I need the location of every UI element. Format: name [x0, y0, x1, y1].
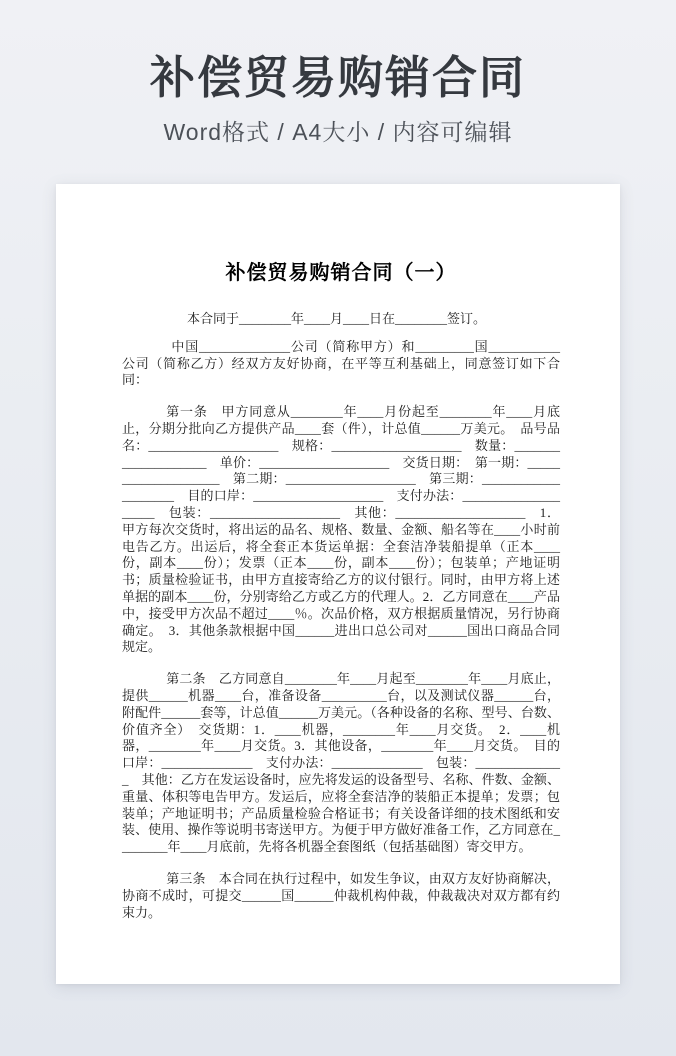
document-body [122, 311, 560, 921]
template-subtitle: Word格式 / A4大小 / 内容可编辑 [163, 119, 513, 146]
paragraph-article-1: 第一条 甲方同意从________年____月份起至________年____月底止，分期分批向乙方提供产品____套（件），计总值______万美元。 品号品名：____________________ 规格：____________________ 数量：____________________ 单价：____________________ 交货日期： 第一期：____________________ 第二期：____________________ 第三期：____________________ 目的口岸：____________________ 支付办法：____________________ 包装：____________________ 其他：____________________ 1．甲方每次交货时，将出运的品名、规格、数量、金额、船名等在____小时前电告乙方。出运后，将全套正本货运单据：全套洁净装船提单（正本____份，副本____份）；发票（正本____份，副本____份）；包装单；产地证明书；质量检验证书，由甲方直接寄给乙方的议付银行。同时，由甲方将上述单据的副本____份，分别寄给乙方或乙方的代理人。2．乙方同意在____产品中，接受甲方次品不超过____％。次品价格，双方根据质量情况，另行协商确定。 3．其他条款根据中国______进出口总公司对______国出口商品合同规定。 [122, 404, 560, 655]
paragraph-signing-line: 本合同于________年____月____日在________签订。 [187, 311, 487, 326]
paragraph-article-2: 第二条 乙方同意自________年____月起至________年____月底止，提供______机器____台，准备设备__________台，以及测试仪器______台，附配件______套等，计总值______万美元。（各种设备的名称、型号、台数、价值齐全） 交货期：1．____机器，________年____月交货。 2．____机器，________年____月交货。3．其他设备，________年____月交货。 目的口岸：______________ 支付办法：______________ 包装：______________ 其他：乙方在发运设备时，应先将发运的设备型号、名称、件数、金额、重量、体积等电告甲方。发运后，应将全套洁净的装船正本提单；发票；包装单；产地证明书；产品质量检验合格证书；有关设备详细的技术图纸和安装、使用、操作等说明书寄送甲方。为便于甲方做好准备工作，乙方同意在________年____月底前，先将各机器全套图纸（包括基础图）寄交甲方。 [122, 671, 560, 855]
paragraph-article-3: 第三条 本合同在执行过程中，如发生争议，由双方友好协商解决，协商不成时，可提交______国______仲裁机构仲裁，仲裁裁决对双方都有约束力。 [122, 870, 560, 920]
a4-page [56, 184, 620, 984]
paragraph-parties: 中国______________公司（简称甲方）和_________国___________公司（简称乙方）经双方友好协商，在平等互利基础上，同意签订如下合同： [122, 338, 560, 388]
template-header [0, 0, 676, 147]
template-title: 补偿贸易购销合同 [149, 52, 526, 103]
document-title: 补偿贸易购销合同（一） [225, 262, 457, 284]
